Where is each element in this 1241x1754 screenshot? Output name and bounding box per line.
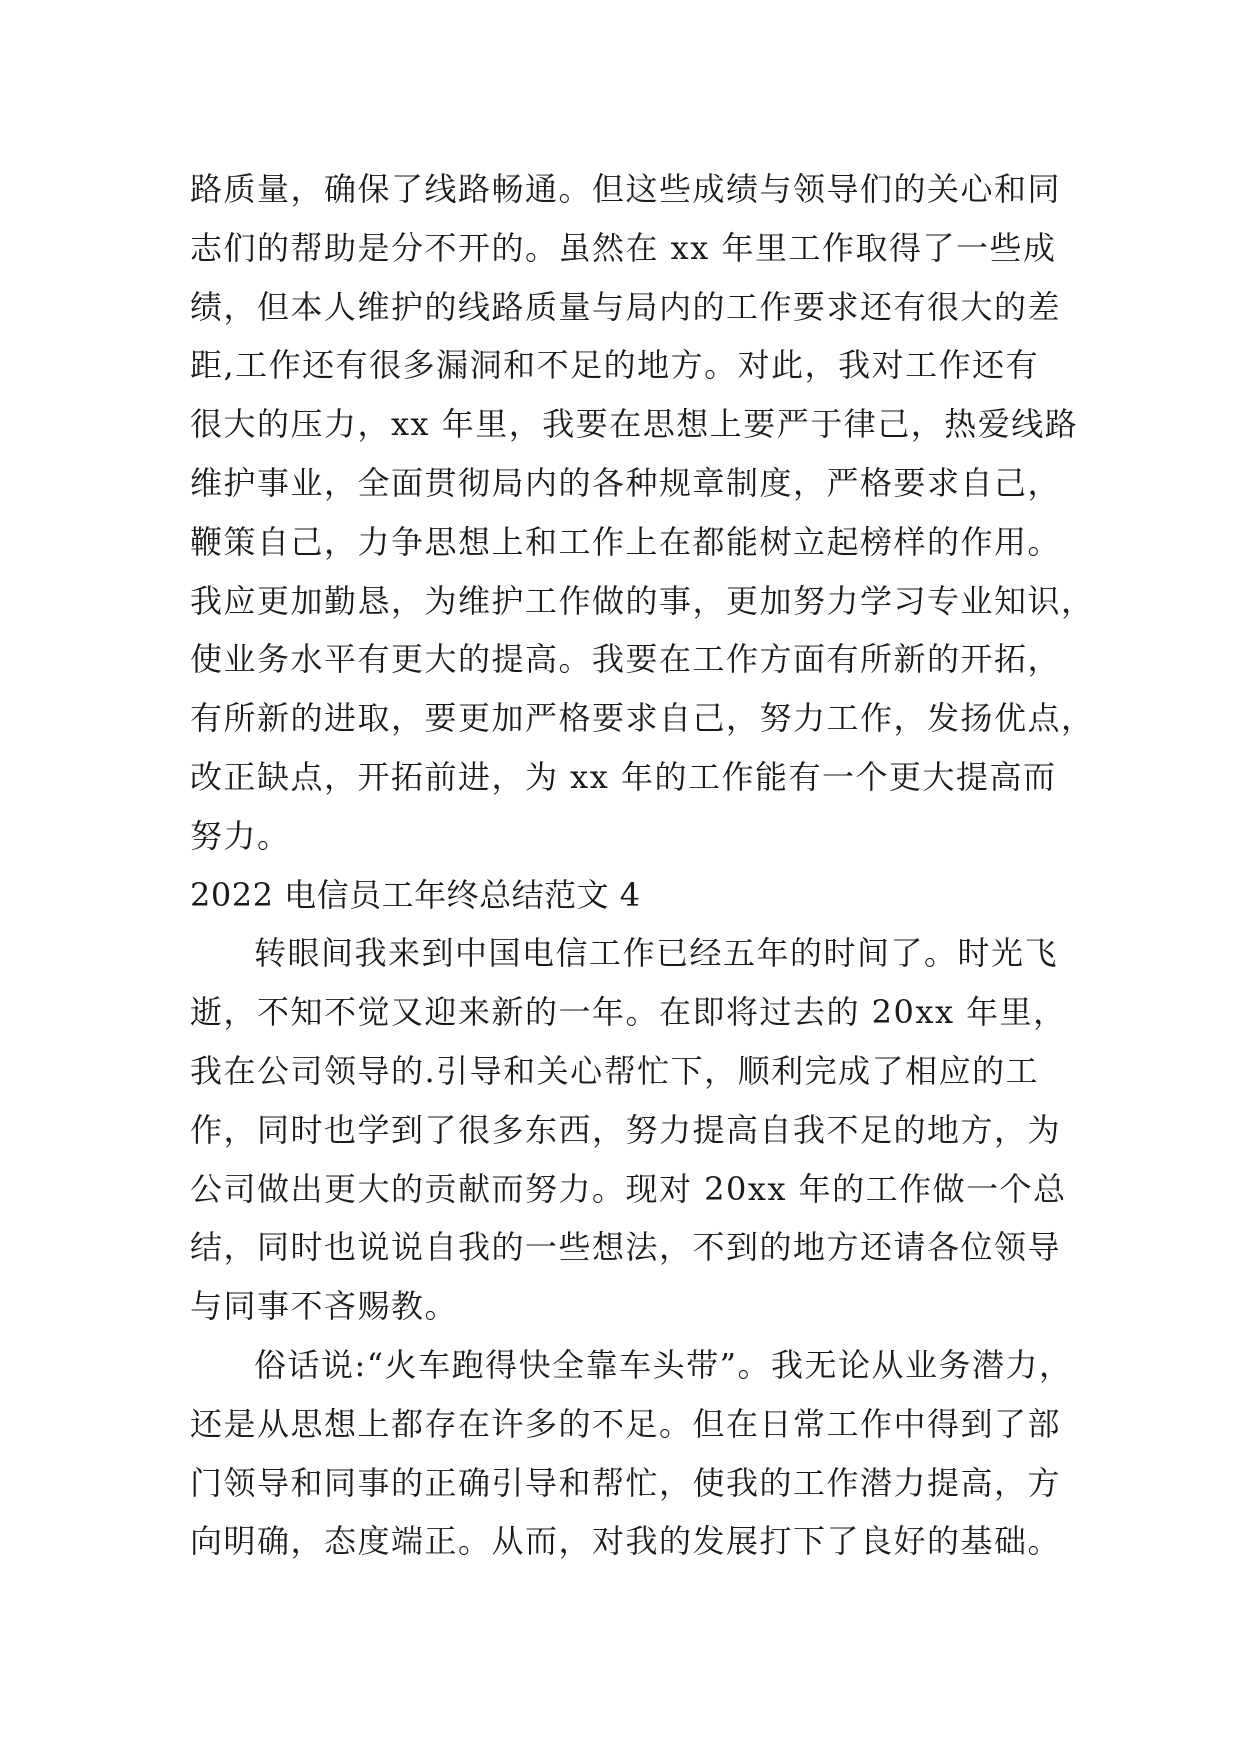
paragraph-line: 很大的压力，xx 年里，我要在思想上要严于律己，热爱线路: [190, 405, 1079, 444]
paragraph-line: 俗话说:“火车跑得快全靠车头带”。我无论从业务潜力，: [254, 1345, 1073, 1384]
paragraph-line: 我在公司领导的.引导和关心帮忙下，顺利完成了相应的工: [190, 1051, 1040, 1090]
paragraph-3: [190, 1336, 1073, 1571]
paragraph-line: 转眼间我来到中国电信工作已经五年的时间了。时光飞: [254, 934, 1059, 973]
paragraph-line: 结，同时也说说自我的一些想法，不到的地方还请各位领导: [190, 1228, 1062, 1267]
paragraph-line: 作，同时也学到了很多东西，努力提高自我不足的地方，为: [190, 1110, 1062, 1149]
paragraph-line: 努力。: [190, 816, 291, 855]
paragraph-1: [190, 160, 1095, 866]
paragraph-line: 绩，但本人维护的线路质量与局内的工作要求还有很大的差: [190, 287, 1062, 326]
paragraph-line: 使业务水平有更大的提高。我要在工作方面有所新的开拓，: [190, 640, 1062, 679]
paragraph-2: [190, 924, 1070, 1336]
paragraph-line: 与同事不吝赐教。: [190, 1287, 459, 1326]
paragraph-line: 鞭策自己，力争思想上和工作上在都能树立起榜样的作用。: [190, 522, 1062, 561]
paragraph-line: 我应更加勤恳，为维护工作做的事，更加努力学习专业知识，: [190, 581, 1095, 620]
section-heading: 2022 电信员工年终总结范文 4: [190, 875, 641, 914]
paragraph-line: 门领导和同事的正确引导和帮忙，使我的工作潜力提高，方: [190, 1463, 1062, 1502]
document-body: [190, 160, 1095, 1571]
paragraph-line: 公司做出更大的贡献而努力。现对 20xx 年的工作做一个总: [190, 1169, 1067, 1208]
paragraph-line: 逝，不知不觉又迎来新的一年。在即将过去的 20xx 年里，: [190, 993, 1067, 1032]
paragraph-line: 有所新的进取，要更加严格要求自己，努力工作，发扬优点，: [190, 699, 1095, 738]
paragraph-line: 改正缺点，开拓前进，为 xx 年的工作能有一个更大提高而: [190, 757, 1057, 796]
paragraph-line: 还是从思想上都存在许多的不足。但在日常工作中得到了部: [190, 1404, 1062, 1443]
paragraph-line: 距,工作还有很多漏洞和不足的地方。对此，我对工作还有: [190, 346, 1040, 385]
paragraph-line: 路质量，确保了线路畅通。但这些成绩与领导们的关心和同: [190, 170, 1062, 208]
paragraph-line: 志们的帮助是分不开的。虽然在 xx 年里工作取得了一些成: [190, 228, 1057, 267]
paragraph-line: 维护事业，全面贯彻局内的各种规章制度，严格要求自己，: [190, 463, 1062, 502]
paragraph-line: 向明确，态度端正。从而，对我的发展打下了良好的基础。: [190, 1522, 1062, 1561]
